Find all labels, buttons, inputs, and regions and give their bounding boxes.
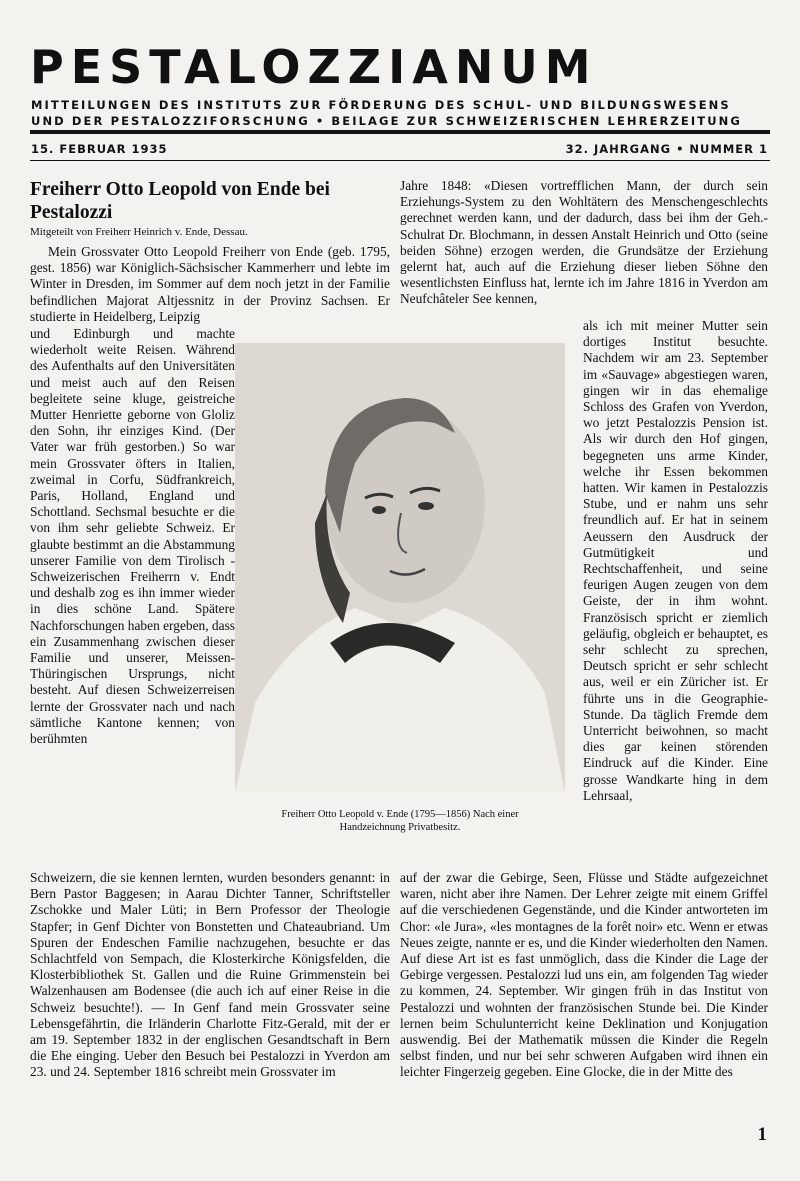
article-paragraph-intro: Mein Grossvater Otto Leopold Freiherr von Ende (geb. 1795, gest. 1856) war Königlich-Sächsischer Kammerherr und lebte im Winter in Dresden, im Sommer auf dem noch jetzt in der Familie befindlichen Majorat Altjessnitz in der Provinz Sachsen. Er studierte in Heidelberg, Leipzig (30, 244, 390, 324)
page-number: 1 (757, 1124, 767, 1145)
article-column-bottom-left: Schweizern, die sie kennen lernten, wurden besonders genannt: in Bern Pastor Baggesen; in Aarau Dichter Tanner, Schriftsteller Zschokke und Maler Lüti; in Bern Professor der Theologie Stapfer; in Genf Dichter von Bonstetten und Chateaubriand. Um Spuren der Endeschen Familie nachzugehen, besuchte er das Schlachtfeld von Sempach, die Klosterkirche Königsfelden, die Klosterbibliothek St. Gallen und die Ruine Grimmenstein bei Walzenhausen am Bodensee (die auch ich auf einer Reise in die Schweiz besuchte!). — In Genf fand mein Grossvater seine Lebensgefährtin, die Irländerin Charlotte Fitz-Gerald, mit der er am 19. September 1832 in der englischen Gesandtschaft in Bern die Ehe einging. Ueber den Besuch bei Pestalozzi in Yverdon am 23. und 24. September 1816 schreibt mein Grossvater im (30, 870, 390, 1080)
masthead-title: PESTALOZZIANUM (30, 40, 598, 94)
portrait-eye-right (418, 502, 434, 510)
header-divider (30, 160, 770, 161)
article-column-right: als ich mit meiner Mutter sein dortiges Institut besuchte. Nachdem wir am 23. September im «Sauvage» abgestiegen waren, gingen wir in das ehemalige Schloss des Grafen von Yverdon, wo jetzt Pestalozzis Pension ist. Als wir durch den Hof gingen, begegneten uns arme Kinder, welche ihr Essen bekommen hatten. Wir kamen in Pestalozzis Stube, und er nahm uns sehr freundlich auf. Er hat in seinem Aeussern den Ausdruck der Gutmütigkeit und Rechtschaffenheit, und seine feurigen Augen zeugen von dem Geiste, der in ihm wohnt. Französisch spricht er ziemlich geläufig, obgleich er behauptet, es sehr schlecht zu sprechen, Deutsch spricht er sehr schlecht aus, weil er ein Züricher ist. Er führte uns in die Geographie-Stunde. Da täglich Fremde dem Unterricht beiwohnen, so macht dies gar keinen störenden Eindruck auf die Kinder. Eine grosse Wandkarte hing in dem Lehrsaal, (583, 318, 768, 803)
article-column-bottom-right: auf der zwar die Gebirge, Seen, Flüsse und Städte aufgezeichnet waren, nicht aber ihre Namen. Der Lehrer zeigte mit einem Griffel auf die verschiedenen Gegenstände, und die Kinder antworteten im Chor: «le Jura», «les montagnes de la forêt noir» etc. Wenn er etwas Neues zeigte, nannte er es, und die Kinder wiederholten den Namen. Auf diese Art ist es fast unmöglich, dass die Kinder die Lage der Gebirge vergessen. Pestalozzi lud uns ein, am folgenden Tag wieder zu kommen, 24. September. Wir gingen früh in das Institut von Pestalozzi und wohnten der französischen Stunde bei. Die Kinder lernen beim Schulunterricht keine Deklination und Konjugation auswendig. Bei der Mathematik müssen die Kinder die Regeln selbst finden, und nur bei sehr schweren Aufgaben wird ihnen ein leichter Fingerzeig gegeben. Eine Glocke, die in der Mitte des (400, 870, 768, 1080)
masthead-rule (30, 130, 770, 134)
portrait-illustration (235, 343, 565, 793)
masthead-subtitle-line1: MITTEILUNGEN DES INSTITUTS ZUR FÖRDERUNG DES SCHUL- UND BILDUNGSWESENS (31, 98, 731, 112)
portrait-eye-left (372, 506, 386, 514)
issue-number: 32. JAHRGANG • NUMMER 1 (565, 142, 768, 156)
issue-date: 15. FEBRUAR 1935 (31, 142, 168, 156)
article-column-left: und Edinburgh und machte wiederholt weite Reisen. Während des Aufenthalts auf den Universitäten und meist auch auf den Reisen begleitete seine kluge, geistreiche Mutter Henriette geborne von Gloliz den Sohn, ihr einziges Kind. (Der Vater war früh gestorben.) So war mein Grossvater öfters in Italien, zweimal in Corfu, Südfrankreich, Paris, Holland, England und Schottland. Sechsmal besuchte er die von ihm sehr geliebte Schweiz. Er glaubte bestimmt an die Abstammung unserer Familie von dem Tirolisch - Schweizerischen Freiherrn v. Endt und deshalb zog es ihn immer wieder in dies schöne Land. Spätere Nachforschungen haben ergeben, dass ein Zusammenhang zwischen dieser Familie und unserer, Meissen-Thüringischen Ursprungs, nicht besteht. Auf diesen Schweizerreisen lernte der Grossvater nach und nach sämtliche Kantone kennen; von berühmten (30, 326, 235, 747)
article-title: Freiherr Otto Leopold von Ende bei Pestalozzi (30, 179, 330, 223)
portrait-caption: Freiherr Otto Leopold v. Ende (1795—1856) Nach einer Handzeichnung Privatbesitz. (281, 809, 519, 833)
masthead-subtitle-line2: UND DER PESTALOZZIFORSCHUNG • BEILAGE ZUR SCHWEIZERISCHEN LEHRERZEITUNG (31, 114, 742, 128)
article-byline: Mitgeteilt von Freiherr Heinrich v. Ende, Dessau. (30, 226, 248, 238)
article-column-right-top: Jahre 1848: «Diesen vortrefflichen Mann, der durch sein Erziehungs-System zu den Wohltätern des Menschengeschlechts gerechnet werden kann, und der dadurch, dass bei ihm der Geh.-Schulrat Dr. Blochmann, in dessen Anstalt Heinrich und Otto (seine beiden Söhne) erzogen werden, die Grundsätze der Erziehung gelernt hat, auch auf die Erziehung dieser lieben Söhne den wesentlichsten Einfluss hat, lernte ich im Jahre 1816 in Yverdon am Neufchâteler See kennen, (400, 178, 768, 307)
